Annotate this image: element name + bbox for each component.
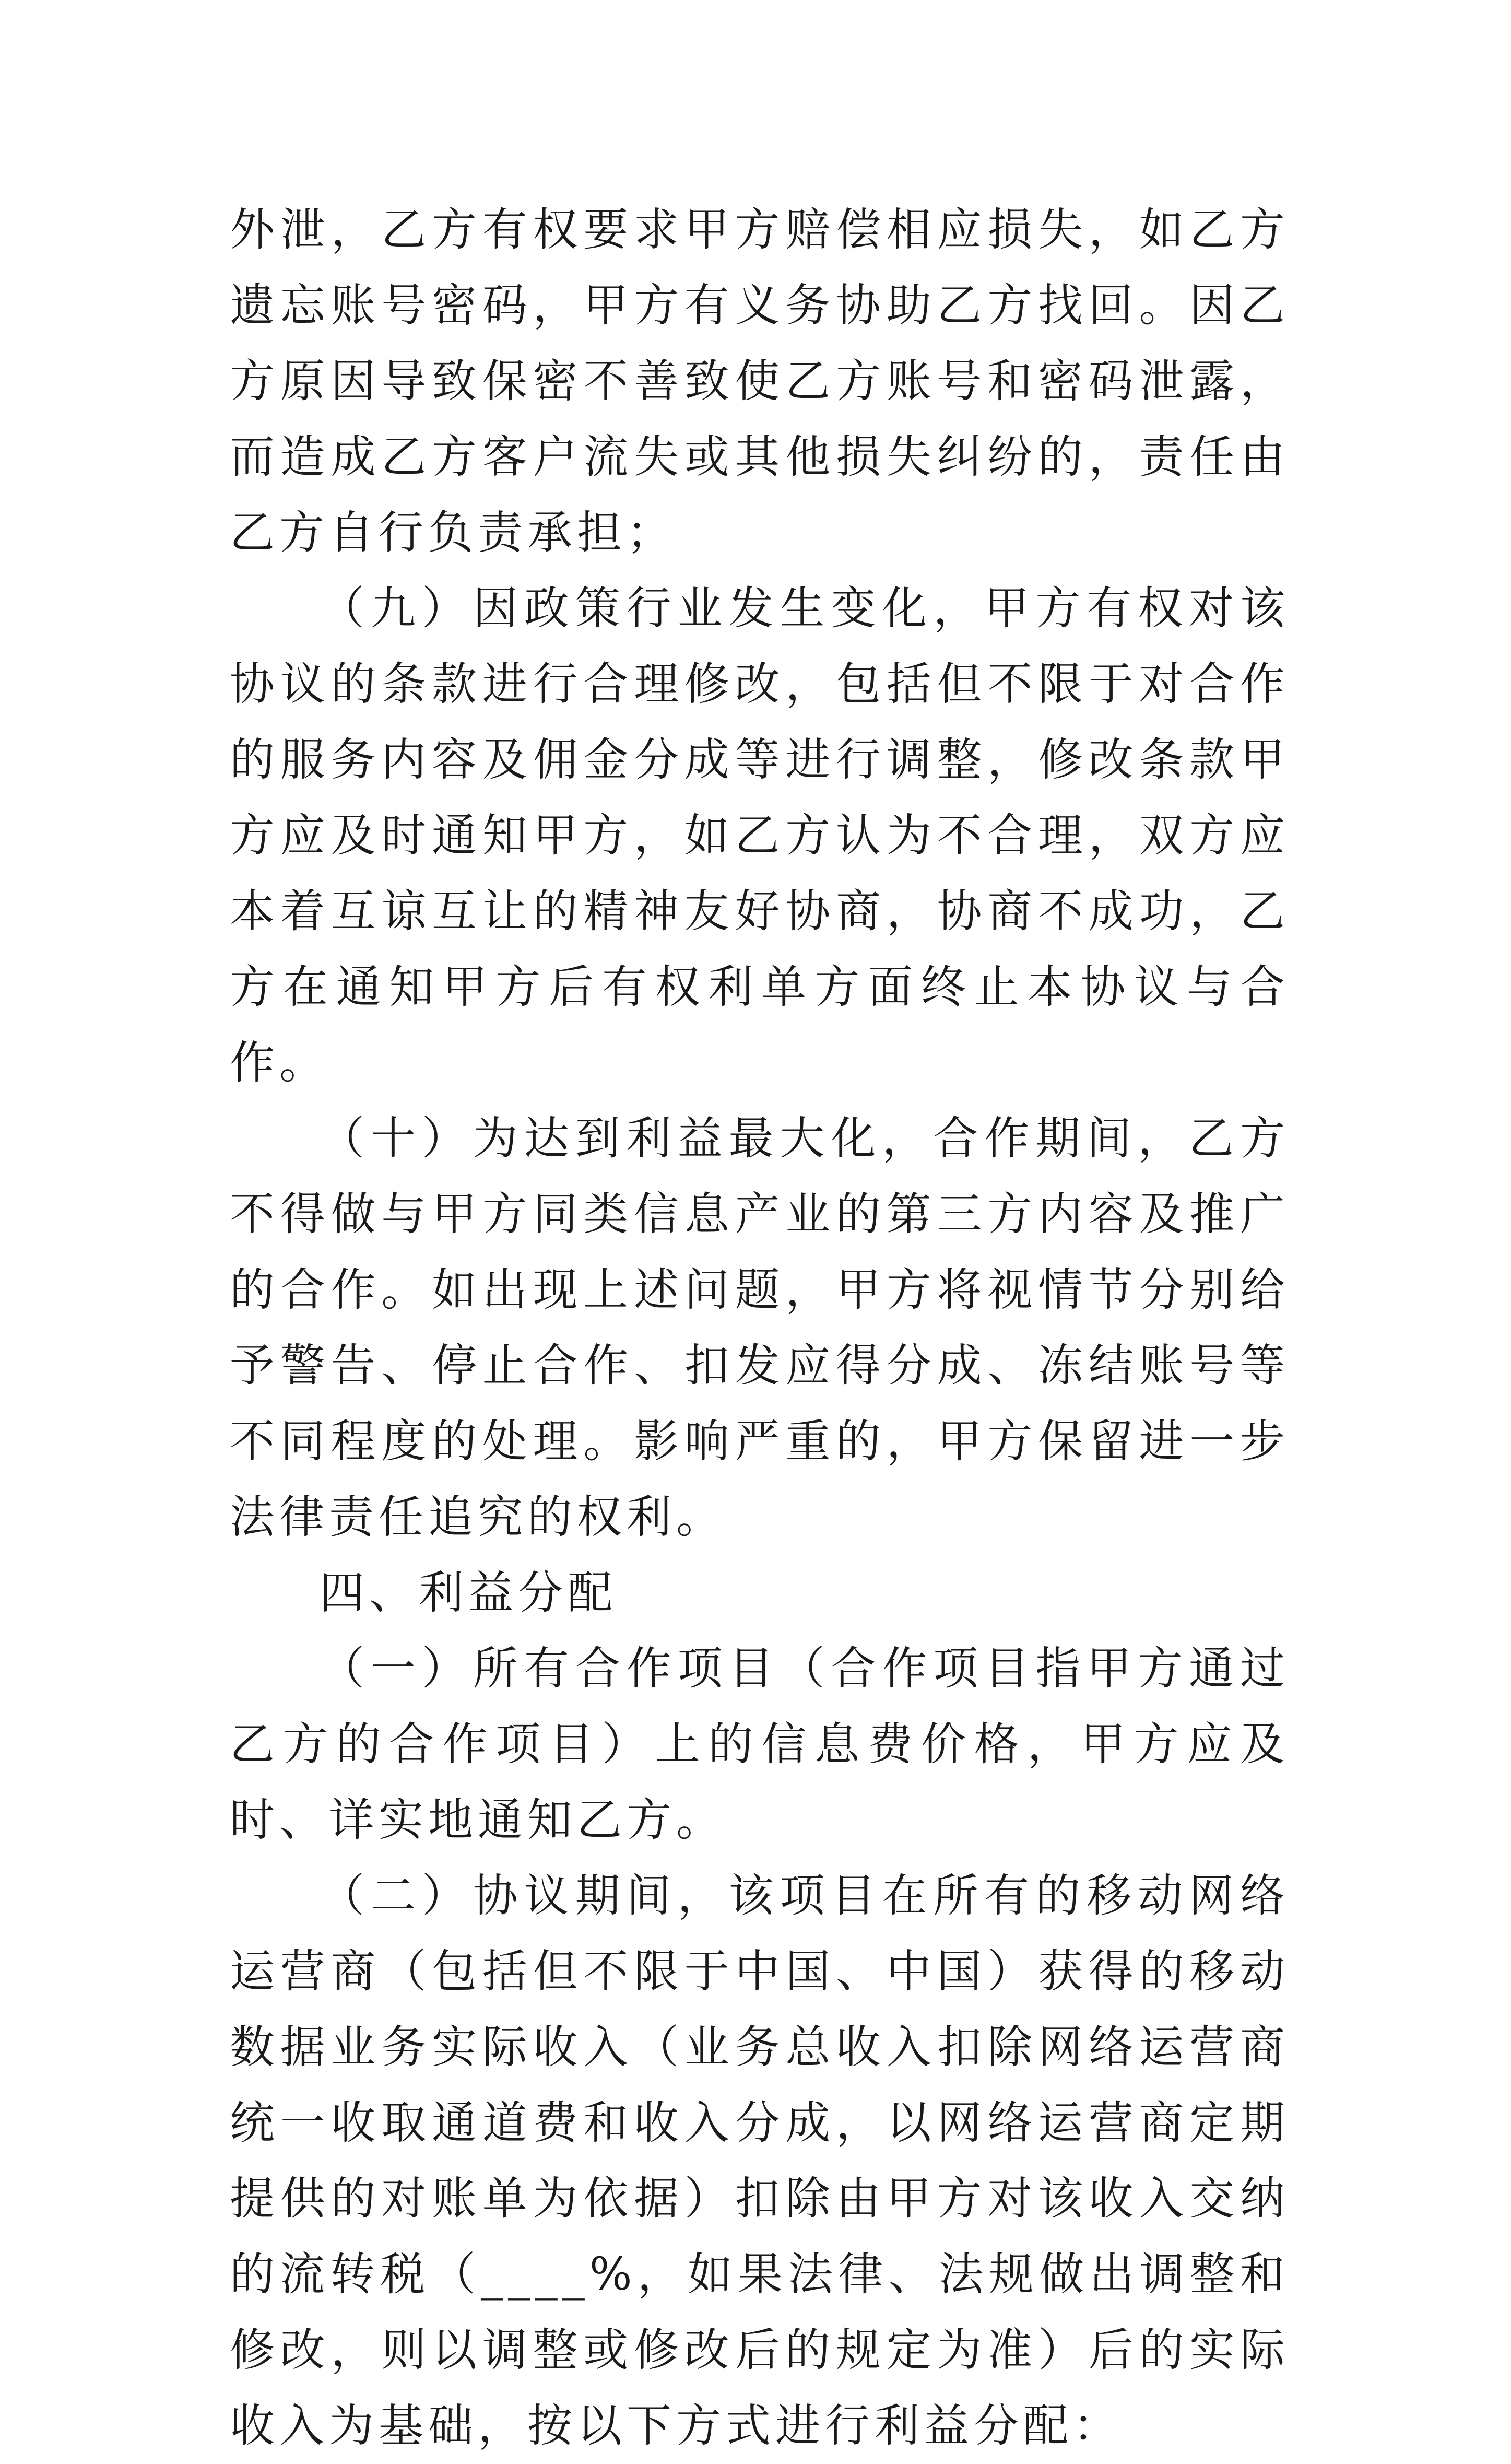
paragraph-distribution-two: （二）协议期间，该项目在所有的移动网络运营商（包括但不限于中国、中国）获得的移动数据业务实际收入（业务总收入扣除网络运营商统一收取通道费和收入分成，以网络运营商定期提供的对账单为依据）扣除由甲方对该收入交纳的流转税（____%，如果法律、法规做出调整和修改，则以调整或修改后的规定为准）后的实际收入为基础，按以下方式进行利益分配： xyxy=(230,1870,1290,2452)
paragraph-confidentiality-continued: 外泄，乙方有权要求甲方赔偿相应损失，如乙方遗忘账号密码，甲方有义务协助乙方找回。因乙方原因导致保密不善致使乙方账号和密码泄露，而造成乙方客户流失或其他损失纠纷的，责任由乙方自行负责承担； xyxy=(230,204,1290,559)
paragraph-clause-nine: （九）因政策行业发生变化，甲方有权对该协议的条款进行合理修改，包括但不限于对合作的服务内容及佣金分成等进行调整，修改条款甲方应及时通知甲方，如乙方认为不合理，双方应本着互谅互让的精神友好协商，协商不成功，乙方在通知甲方后有权利单方面终止本协议与合作。 xyxy=(230,582,1290,1089)
section-heading-profit-distribution: 四、利益分配 xyxy=(320,1567,617,1619)
paragraph-clause-ten: （十）为达到利益最大化，合作期间，乙方不得做与甲方同类信息产业的第三方内容及推广的合作。如出现上述问题，甲方将视情节分别给予警告、停止合作、扣发应得分成、冻结账号等不同程度的处理。影响严重的，甲方保留进一步法律责任追究的权利。 xyxy=(230,1112,1290,1543)
paragraph-distribution-one: （一）所有合作项目（合作项目指甲方通过乙方的合作项目）上的信息费价格，甲方应及时、详实地通知乙方。 xyxy=(230,1642,1290,1846)
document-body xyxy=(230,192,1290,2464)
